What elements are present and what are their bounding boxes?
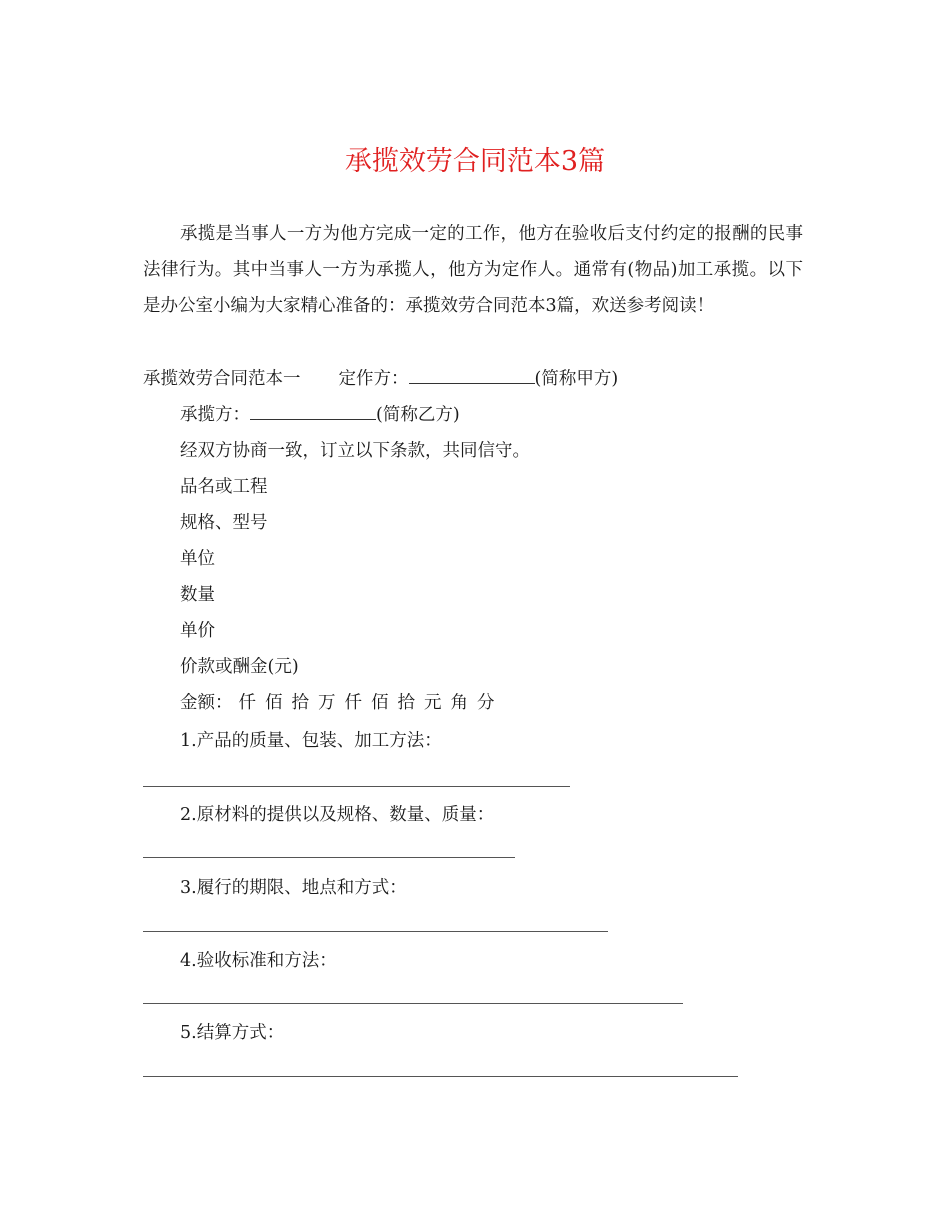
clause-2: 2.原材料的提供以及规格、数量、质量： xyxy=(180,805,495,825)
page-title: 承揽效劳合同范本3篇 xyxy=(344,146,606,177)
field-label: 单位 xyxy=(180,549,215,569)
section-heading: 承揽效劳合同范本一 xyxy=(143,369,301,389)
agreement-text: 经双方协商一致，订立以下条款，共同信守。 xyxy=(180,441,530,461)
field-label: 单价 xyxy=(180,621,215,641)
amount-unit: 佰 xyxy=(265,693,283,713)
party-a-line xyxy=(143,367,618,391)
amount-unit: 角 xyxy=(450,693,468,713)
amount-line xyxy=(180,691,504,715)
amount-unit: 拾 xyxy=(397,693,415,713)
party-a-suffix: (简称甲方) xyxy=(534,369,619,389)
fill-in-line xyxy=(143,931,608,932)
intro-paragraph: 承揽是当事人一方为他方完成一定的工作，他方在验收后支付约定的报酬的民事法律行为。其中当事人一方为承揽人，他方为定作人。通常有(物品)加工承揽。以下是办公室小编为大家精心准备的：承揽效劳合同范本3篇，欢送参考阅读！ xyxy=(143,224,803,316)
party-a-blank xyxy=(409,367,535,384)
party-b-suffix: (简称乙方) xyxy=(376,405,460,425)
clause-4: 4.验收标准和方法： xyxy=(180,951,337,971)
amount-unit: 元 xyxy=(424,693,442,713)
party-b-blank xyxy=(250,403,376,420)
field-label: 品名或工程 xyxy=(180,477,268,497)
amount-unit: 拾 xyxy=(291,693,309,713)
amount-unit: 万 xyxy=(318,693,336,713)
clause-3: 3.履行的期限、地点和方式： xyxy=(180,878,407,898)
clause-1: 1.产品的质量、包装、加工方法： xyxy=(180,731,442,751)
fill-in-line xyxy=(143,1076,738,1077)
amount-unit: 仟 xyxy=(238,693,256,713)
field-label: 价款或酬金(元) xyxy=(180,657,299,677)
field-label: 数量 xyxy=(180,585,215,605)
amount-unit: 分 xyxy=(477,693,495,713)
party-a-label: 定作方： xyxy=(338,369,409,389)
amount-label: 金额： xyxy=(180,693,233,713)
fill-in-line xyxy=(143,786,570,787)
amount-unit: 佰 xyxy=(371,693,389,713)
amount-unit: 仟 xyxy=(344,693,362,713)
field-label: 规格、型号 xyxy=(180,513,268,533)
clause-5: 5.结算方式： xyxy=(180,1023,285,1043)
fill-in-line xyxy=(143,1003,683,1004)
party-b-line xyxy=(180,403,460,427)
fill-in-line xyxy=(143,857,515,858)
party-b-label: 承揽方： xyxy=(180,405,250,425)
